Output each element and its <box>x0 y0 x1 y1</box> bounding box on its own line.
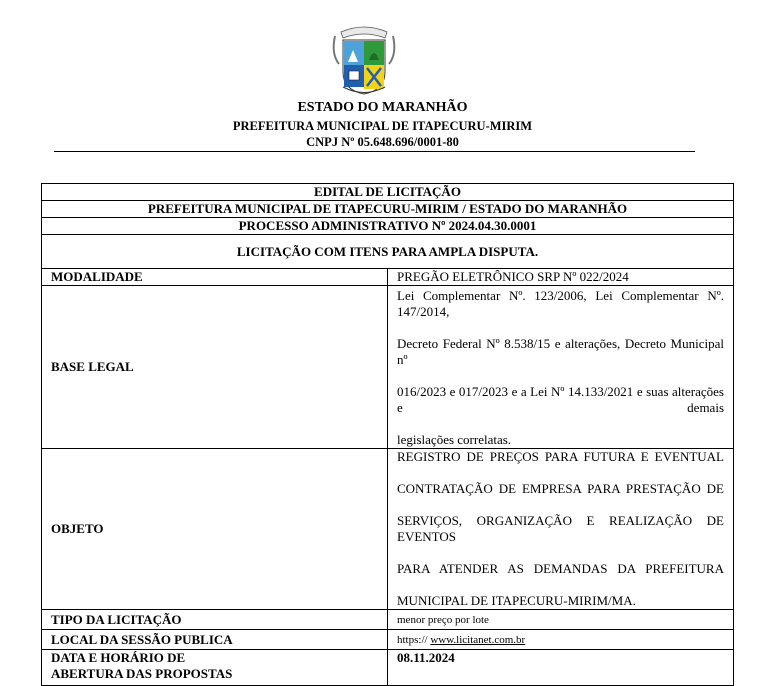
licitanet-link[interactable]: www.licitanet.com.br <box>430 633 526 646</box>
objeto-label: OBJETO <box>42 449 388 610</box>
local-row <box>42 630 734 650</box>
objeto-line-4: PARA ATENDER AS DEMANDAS DA PREFEITURA <box>397 561 724 576</box>
objeto-line-2: CONTRATAÇÃO DE EMPRESA PARA PRESTAÇÃO DE <box>397 481 724 496</box>
prefecture-heading: PREFEITURA MUNICIPAL DE ITAPECURU-MIRIM <box>232 119 533 133</box>
state-heading: ESTADO DO MARANHÃO <box>297 100 468 115</box>
data-value <box>388 650 734 686</box>
objeto-value <box>388 449 734 610</box>
base-legal-line-2: Decreto Federal Nº 8.538/15 e alterações, Decreto Municipal nº <box>397 336 724 367</box>
dispute-type: LICITAÇÃO COM ITENS PARA AMPLA DISPUTA. <box>42 235 734 269</box>
tipo-label: TIPO DA LICITAÇÃO <box>42 610 388 630</box>
notice-table <box>41 183 734 686</box>
objeto-line-5: MUNICIPAL DE ITAPECURU-MIRIM/MA. <box>397 593 636 608</box>
base-legal-line-1: Lei Complementar Nº. 123/2006, Lei Complementar Nº. 147/2014, <box>397 288 724 319</box>
objeto-line-3: SERVIÇOS, ORGANIZAÇÃO E REALIZAÇÃO DE EVENTOS <box>397 513 724 544</box>
dispute-row <box>42 235 734 269</box>
data-label-line-2: ABERTURA DAS PROPOSTAS <box>51 666 233 681</box>
modalidade-value: PREGÃO ELETRÔNICO SRP Nº 022/2024 <box>388 269 734 286</box>
header-divider <box>54 151 695 152</box>
municipal-coat-of-arms <box>329 24 399 96</box>
base-legal-line-4: legislações correlatas. <box>397 432 512 447</box>
data-date: 08.11.2024 <box>397 650 455 665</box>
tipo-value: menor preço por lote <box>388 610 734 630</box>
objeto-line-1: REGISTRO DE PREÇOS PARA FUTURA E EVENTUAL <box>397 449 724 464</box>
title-row <box>42 184 734 201</box>
local-prefix: https:// <box>397 633 431 646</box>
tipo-row <box>42 610 734 630</box>
data-row <box>42 650 734 686</box>
modalidade-label: MODALIDADE <box>42 269 388 286</box>
base-legal-label: BASE LEGAL <box>42 286 388 449</box>
cnpj-heading: CNPJ Nº 05.648.696/0001-80 <box>306 135 459 149</box>
local-value <box>388 630 734 650</box>
base-legal-value <box>388 286 734 449</box>
base-legal-line-3: 016/2023 e 017/2023 e a Lei Nº 14.133/2021 e suas alterações e demais <box>397 384 724 415</box>
modalidade-row <box>42 269 734 286</box>
data-label <box>42 650 388 686</box>
local-label: LOCAL DA SESSÃO PUBLICA <box>42 630 388 650</box>
base-legal-row <box>42 286 734 449</box>
data-label-line-1: DATA E HORÁRIO DE <box>51 650 186 665</box>
objeto-row <box>42 449 734 610</box>
notice-title: EDITAL DE LICITAÇÃO <box>42 184 734 201</box>
entity-row <box>42 201 734 218</box>
process-number: PROCESSO ADMINISTRATIVO Nº 2024.04.30.0001 <box>42 218 734 235</box>
notice-entity: PREFEITURA MUNICIPAL DE ITAPECURU-MIRIM / ESTADO DO MARANHÃO <box>42 201 734 218</box>
process-row <box>42 218 734 235</box>
